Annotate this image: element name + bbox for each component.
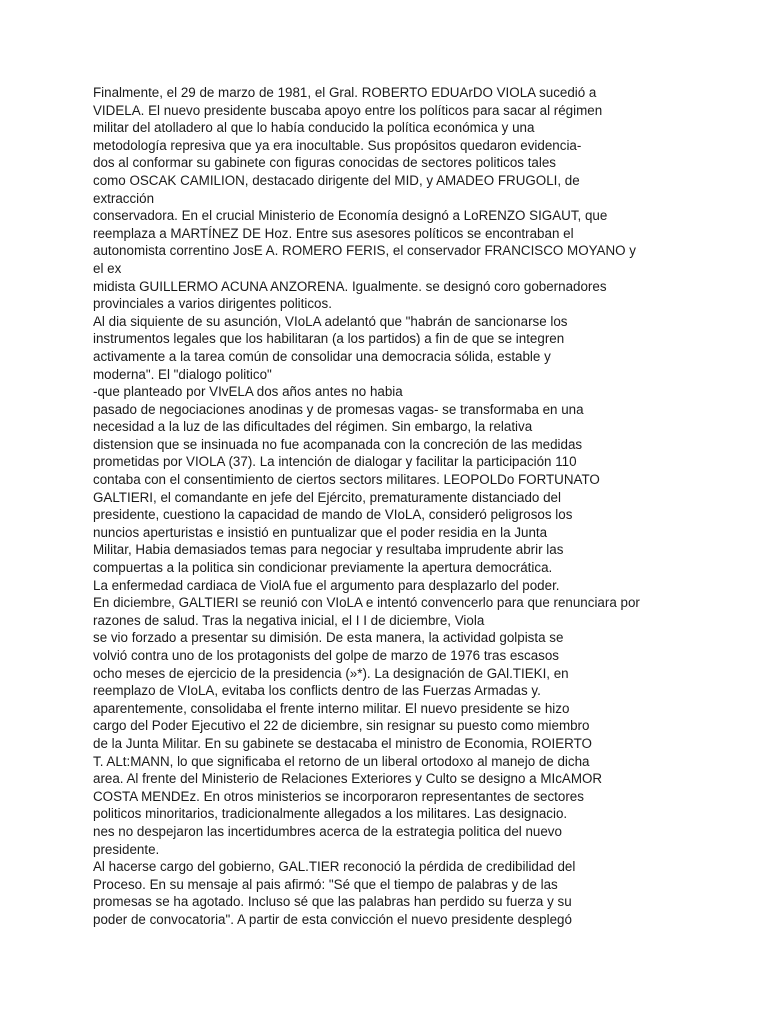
text-line: el ex (93, 260, 122, 276)
text-line: prometidas por VIOLA (37). La intención de dialogar y facilitar la participación 110 (93, 454, 577, 470)
text-line: extracción (93, 190, 155, 206)
text-line: contaba con el consentimiento de ciertos sectors militares. LEOPOLDo FORTUNATO (93, 472, 600, 488)
text-line: volvió contra uno de los protagonists del golpe de marzo de 1976 tras escasos (93, 648, 559, 663)
text-line: distension que se insinuada no fue acompanada con la concreción de las medidas (93, 436, 583, 452)
text-line: militar del atolladero al que lo había conducido la política económica y una (93, 120, 535, 136)
text-line: Proceso. En su mensaje al pais afirmó: "Sé que el tiempo de palabras y de las (93, 876, 558, 892)
text-line: metodología represiva que ya era inocultable. Sus propósitos quedaron evidencia- (93, 137, 582, 153)
text-line: presidente, cuestiono la capacidad de mando de VIoLA, consideró peligrosos los (93, 507, 573, 523)
text-line: nes no despejaron las incertidumbres acerca de la estrategia politica del nuevo (93, 823, 562, 839)
text-line: autonomista correntino JosE A. ROMERO FERIS, el conservador FRANCISCO MOYANO y (93, 243, 636, 259)
text-line: pasado de negociaciones anodinas y de promesas vagas- se transformaba en una (93, 401, 584, 417)
text-line: necesidad a la luz de las dificultades del régimen. Sin embargo, la relativa (93, 419, 533, 435)
text-line: se vio forzado a presentar su dimisión. De esta manera, la actividad golpista se (93, 630, 564, 646)
text-line: dos al conformar su gabinete con figuras conocidas de sectores politicos tales (93, 155, 556, 171)
text-line: area. Al frente del Ministerio de Relaciones Exteriores y Culto se designo a MIcAMOR (93, 771, 603, 787)
text-line: VIDELA. El nuevo presidente buscaba apoyo entre los políticos para sacar al régimen (93, 102, 603, 118)
text-line: ocho meses de ejercicio de la presidencia (»*). La designación de GAl.TIEKI, en (93, 665, 569, 681)
text-line: activamente a la tarea común de consolidar una democracia sólida, estable y (93, 348, 551, 364)
text-line: cargo del Poder Ejecutivo el 22 de diciembre, sin resignar su puesto como miembro (93, 718, 590, 734)
text-line: moderna". El "dialogo politico" (93, 366, 272, 382)
text-line: aparentemente, consolidaba el frente interno militar. El nuevo presidente se hizo (93, 700, 570, 716)
text-line: Al dia siquiente de su asunción, VIoLA adelantó que "habrán de sancionarse los (93, 313, 568, 329)
text-line: -que planteado por VIvELA dos años antes no habia (93, 384, 403, 400)
text-line: instrumentos legales que los habilitaran (a los partidos) a fin de que se integren (93, 331, 565, 347)
text-line: poder de convocatoria". A partir de esta convicción el nuevo presidente desplegó (93, 911, 572, 927)
text-line: La enfermedad cardiaca de ViolA fue el argumento para desplazarlo del poder. (93, 577, 560, 593)
document-body (93, 84, 693, 929)
text-line: nuncios aperturistas e insistió en puntualizar que el poder residia en la Junta (93, 524, 548, 540)
text-line: Finalmente, el 29 de marzo de 1981, el Gral. ROBERTO EDUArDO VIOLA sucedió a (93, 85, 597, 100)
text-line: promesas se ha agotado. Incluso sé que las palabras han perdido su fuerza y su (93, 894, 572, 910)
text-line: COSTA MENDEz. En otros ministerios se incorporaron representantes de sectores (93, 788, 584, 804)
text-line: midista GUILLERMO ACUNA ANZORENA. Igualmente. se designó coro gobernadores (93, 278, 607, 294)
text-line: provinciales a varios dirigentes politicos. (93, 296, 332, 312)
text-line: conservadora. En el crucial Ministerio de Economía designó a LoRENZO SIGAUT, que (93, 208, 608, 224)
text-line: Al hacerse cargo del gobierno, GAL.TIER reconoció la pérdida de credibilidad del (93, 859, 576, 875)
text-line: presidente. (93, 841, 160, 857)
text-line: de la Junta Militar. En su gabinete se destacaba el ministro de Economia, ROIERTO (93, 735, 592, 751)
text-line: GALTIERI, el comandante en jefe del Ejército, prematuramente distanciado del (93, 489, 561, 505)
text-line: T. ALt:MANN, lo que significaba el retorno de un liberal ortodoxo al manejo de dicha (93, 753, 590, 769)
text-line: Militar, Habia demasiados temas para negociar y resultaba imprudente abrir las (93, 542, 564, 558)
text-line: En diciembre, GALTIERI se reunió con VIoLA e intentó convencerlo para que renunciara por (93, 595, 640, 611)
text-line: politicos minoritarios, tradicionalmente allegados a los militares. Las designacio. (93, 806, 568, 822)
text-line: como OSCAK CAMILION, destacado dirigente del MID, y AMADEO FRUGOLI, de (93, 172, 580, 188)
text-line: reemplazo de VIoLA, evitaba los conflicts dentro de las Fuerzas Armadas y. (93, 683, 541, 699)
text-line: razones de salud. Tras la negativa inicial, el I I de diciembre, Viola (93, 612, 485, 628)
text-line: reemplaza a MARTÍNEZ DE Hoz. Entre sus asesores políticos se encontraban el (93, 225, 574, 241)
text-line: compuertas a la politica sin condicionar previamente la apertura democrática. (93, 560, 553, 576)
